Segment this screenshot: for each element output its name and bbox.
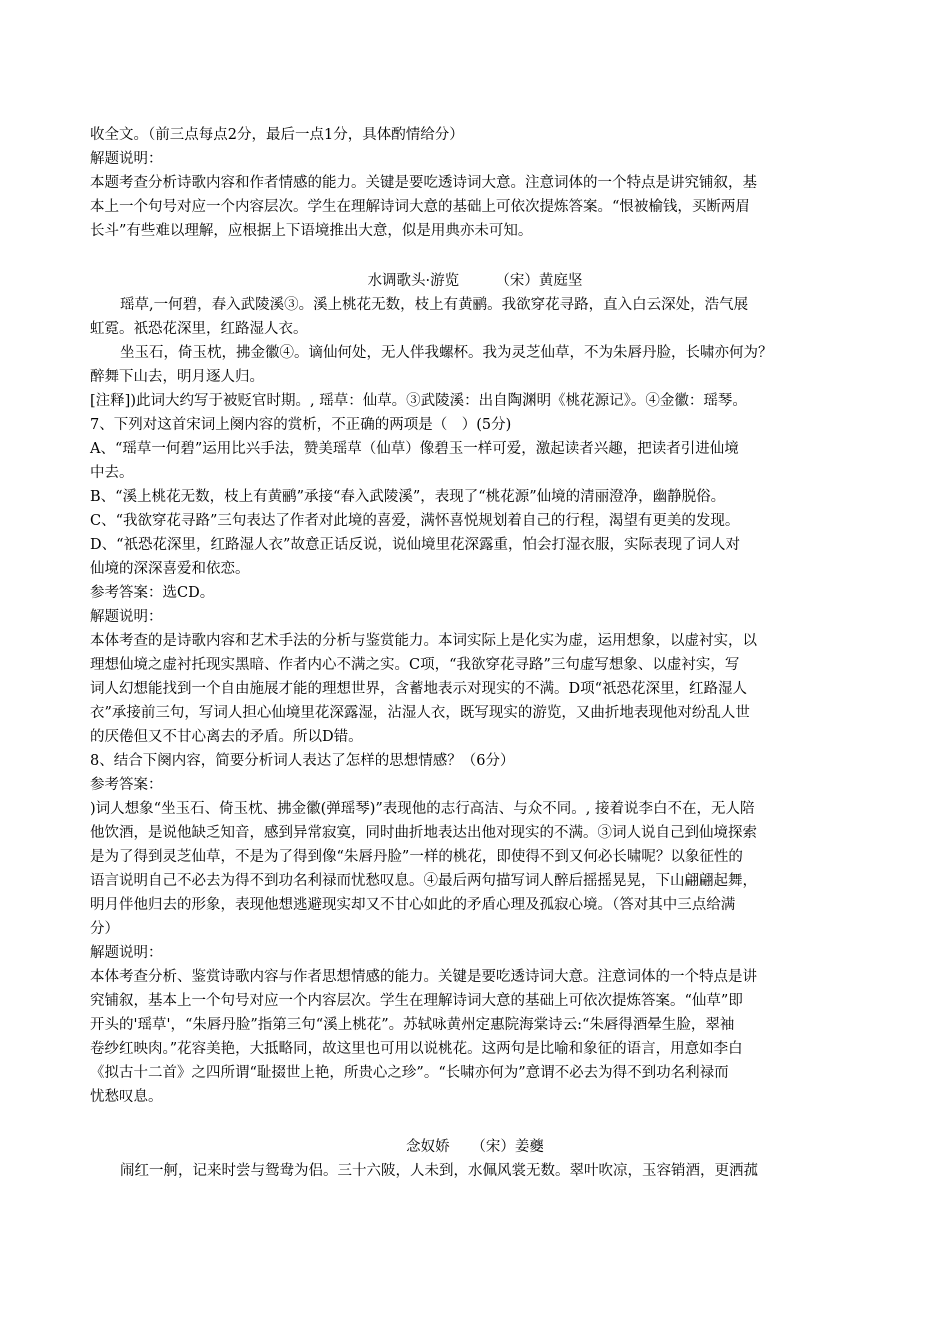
option-d: D、“祇恐花深里，红路湿人衣”故意正话反说，说仙境里花深露重，怕会打湿衣服，实际表现了词人对 bbox=[90, 537, 740, 553]
text-line: 长斗”有些难以理解，应根据上下语境推出大意，似是用典亦未可知。 bbox=[90, 223, 533, 239]
poem-title: 水调歌头·游览 （宋）黄庭坚 bbox=[367, 273, 583, 289]
option-d-cont: 仙境的深深喜爱和依恋。 bbox=[90, 561, 250, 577]
text-line: )词人想象“坐玉石、倚玉枕、拂金徽(弹瑶琴)”表现他的志行高洁、与众不同。, 接着说李白不在，无人陪 bbox=[90, 801, 755, 817]
poem-title: 念奴娇 （宋）姜夔 bbox=[406, 1139, 544, 1155]
poem-line: 坐玉石，倚玉枕，拂金徽④。谪仙何处，无人伴我螺杯。我为灵芝仙草，不为朱唇丹脸，长啸亦何为？ bbox=[120, 345, 773, 361]
explanation-heading: 解题说明： bbox=[90, 945, 163, 961]
poem-line: 虹霓。祇恐花深里，红路湿人衣。 bbox=[90, 321, 308, 337]
text-line: 衣”承接前三句，写词人担心仙境里花深露湿，沾湿人衣，既写现实的游览，又曲折地表现他对纷乱人世 bbox=[90, 705, 750, 721]
poem-line: 瑶草,一何碧，春入武陵溪③。溪上桃花无数，枝上有黄鹂。我欲穿花寻路，直入白云深处，浩气展 bbox=[120, 297, 749, 313]
text-line: 他饮酒，是说他缺乏知音，感到异常寂寞，同时曲折地表达出他对现实的不满。③词人说自己到仙境探索 bbox=[90, 825, 757, 841]
text-line: 本题考查分析诗歌内容和作者情感的能力。关键是要吃透诗词大意。注意词体的一个特点是讲究铺叙，基 bbox=[90, 175, 757, 191]
annotation-line: [注释])此词大约写于被贬官时期。, 瑶草：仙草。③武陵溪：出自陶渊明《桃花源记》。④金徽：瑶琴。 bbox=[90, 393, 747, 409]
option-c: C、“我欲穿花寻路”三句表达了作者对此境的喜爱，满怀喜悦规划着自己的行程，渴望有更美的发现。 bbox=[90, 513, 740, 529]
text-line: 本体考查分析、鉴赏诗歌内容与作者思想情感的能力。关键是要吃透诗词大意。注意词体的一个特点是讲 bbox=[90, 969, 757, 985]
question-7: 7、下列对这首宋词上阕内容的赏析，不正确的两项是（ ）(5分) bbox=[90, 417, 512, 433]
text-line: 收全文。（前三点每点2分，最后一点1分，具体酌情给分） bbox=[90, 127, 464, 143]
text-line: 卷纱红映肉。”花容美艳，大抵略同，故这里也可用以说桃花。这两句是比喻和象征的语言，用意如李白 bbox=[90, 1041, 743, 1057]
text-line: 语言说明自己不必去为得不到功名利禄而忧愁叹息。④最后两句描写词人醉后摇摇晃晃，下山翩翩起舞， bbox=[90, 873, 757, 889]
poem-line: 闹红一舸，记来时尝与鸳鸯为侣。三十六陂，人未到，水佩风裳无数。翠叶吹凉，玉容销酒，更洒菰 bbox=[120, 1163, 758, 1179]
text-line: 开头的'瑶草'，“朱唇丹脸”指第三句“溪上桃花”。苏轼咏黄州定惠院海棠诗云:“朱唇得酒晕生脸，翠袖 bbox=[90, 1017, 735, 1033]
text-line: 是为了得到灵芝仙草，不是为了得到像“朱唇丹脸”一样的桃花，即使得不到又何必长啸呢？以象征性的 bbox=[90, 849, 743, 865]
text-line: 究铺叙，基本上一个句号对应一个内容层次。学生在理解诗词大意的基础上可依次提炼答案。“仙草”即 bbox=[90, 993, 743, 1009]
text-line: 忧愁叹息。 bbox=[90, 1089, 163, 1105]
text-line: 明月伴他归去的形象，表现他想逃避现实却又不甘心如此的矛盾心理及孤寂心境。（答对其中三点给满 bbox=[90, 897, 736, 913]
text-line: 的厌倦但又不甘心离去的矛盾。所以D错。 bbox=[90, 729, 363, 745]
answer-7: 参考答案：选CD。 bbox=[90, 585, 215, 601]
text-line: 本体考查的是诗歌内容和艺术手法的分析与鉴赏能力。本词实际上是化实为虚，运用想象，以虚衬实，以 bbox=[90, 633, 757, 649]
option-a-cont: 中去。 bbox=[90, 465, 134, 481]
text-line: 《拟古十二首》之四所谓“耻掇世上艳，所贵心之珍”。“长啸亦何为”意谓不必去为得不到功名利禄而 bbox=[90, 1065, 729, 1081]
option-b: B、“溪上桃花无数，枝上有黄鹂”承接“春入武陵溪”，表现了“桃花源”仙境的清丽澄净，幽静脱俗。 bbox=[90, 489, 726, 505]
text-line: 理想仙境之虚衬托现实黑暗、作者内心不满之实。C项，“我欲穿花寻路”三句虚写想象、以虚衬实，写 bbox=[90, 657, 740, 673]
answer-heading: 参考答案： bbox=[90, 777, 163, 793]
option-a: A、“瑶草一何碧”运用比兴手法，赞美瑶草（仙草）像碧玉一样可爱，激起读者兴趣，把读者引进仙境 bbox=[90, 441, 739, 457]
explanation-heading: 解题说明： bbox=[90, 609, 163, 625]
text-line: 解题说明： bbox=[90, 151, 163, 167]
text-line: 分） bbox=[90, 921, 119, 937]
question-8: 8、结合下阕内容，简要分析词人表达了怎样的思想情感？（6分） bbox=[90, 753, 515, 769]
text-line: 本上一个句号对应一个内容层次。学生在理解诗词大意的基础上可依次提炼答案。“恨被榆钱，买断两眉 bbox=[90, 199, 750, 215]
poem-line: 醉舞下山去，明月逐人归。 bbox=[90, 369, 264, 385]
text-line: 词人幻想能找到一个自由施展才能的理想世界，含蓄地表示对现实的不满。D项“祇恐花深里，红路湿人 bbox=[90, 681, 748, 697]
